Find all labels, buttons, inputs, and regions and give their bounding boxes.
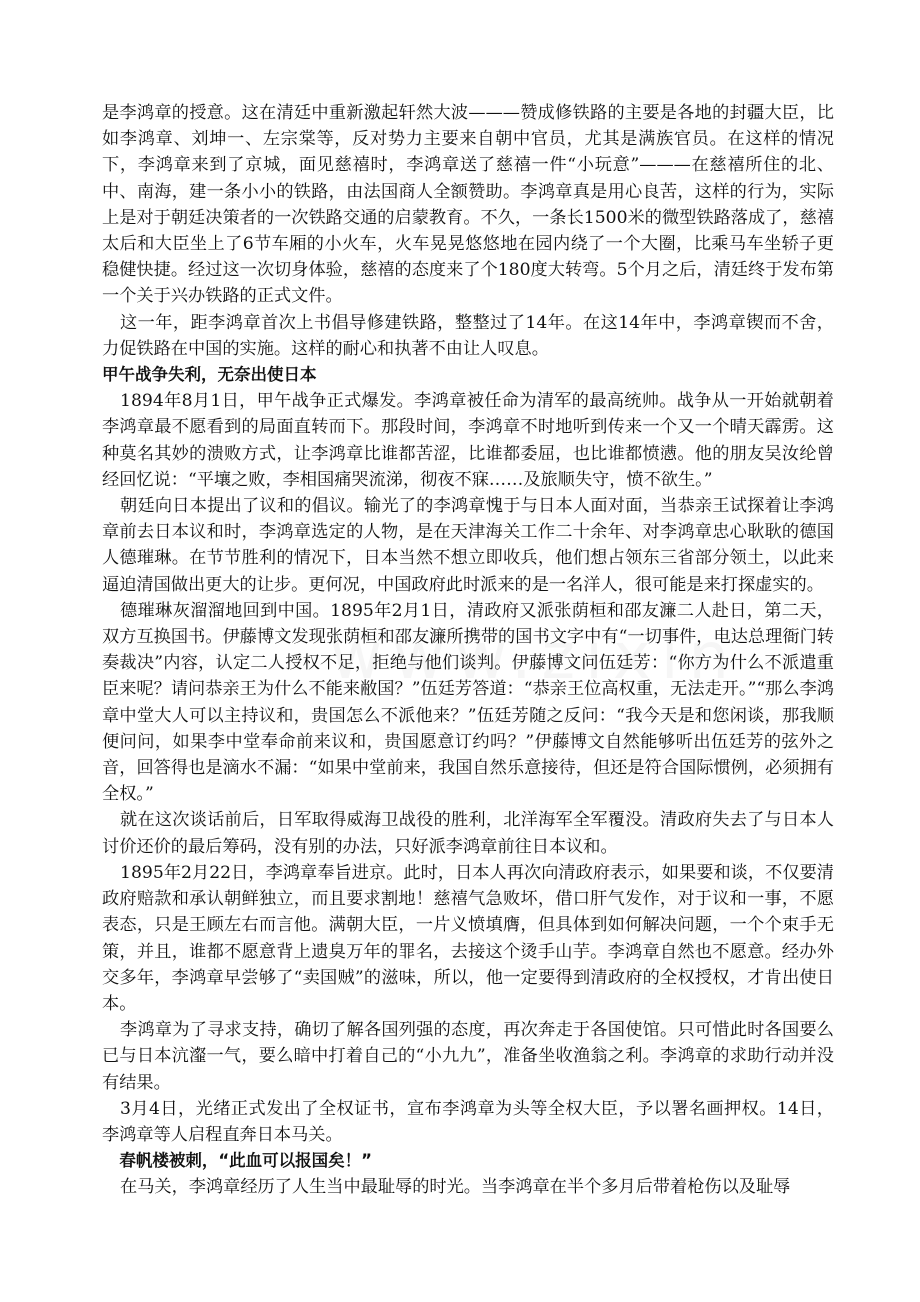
paragraph: 这一年，距李鸿章首次上书倡导修建铁路，整整过了14年。在这14年中，李鸿章锲而不舍，力促铁路在中国的实施。这样的耐心和执著不由让人叹息。 [102, 312, 834, 359]
section-heading: 甲午战争失利，无奈出使日本 [102, 365, 317, 385]
paragraph: 德璀琳灰溜溜地回到中国。1895年2月1日，清政府又派张荫桓和邵友濂二人赴日，第二天，双方互换国书。伊藤博文发现张荫桓和邵友濂所携带的国书文字中有“一切事件，电达总理衙门转奏裁决”内容，认定二人授权不足，拒绝与他们谈判。伊藤博文问伍廷芳：“你方为什么不派遣重臣来呢？请问恭亲王为什么不能来敝国？”伍廷芳答道：“恭亲王位高权重，无法走开。”“那么李鸿章中堂大人可以主持议和，贵国怎么不派他来？”伍廷芳随之反问：“我今天是和您闲谈，那我顺便问问，如果李中堂奉命前来议和，贵国愿意订约吗？”伊藤博文自然能够听出伍廷芳的弦外之音，回答得也是滴水不漏：“如果中堂前来，我国自然乐意接待，但还是符合国际惯例，必须拥有全权。” [102, 600, 834, 805]
paragraph: 1894年8月1日，甲午战争正式爆发。李鸿章被任命为清军的最高统帅。战争从一开始就朝着李鸿章最不愿看到的局面直转而下。那段时间，李鸿章不时地听到传来一个又一个晴天霹雳。这种莫名其妙的溃败方式，让李鸿章比谁都苦涩，比谁都委屈，也比谁都愤懑。他的朋友吴汝纶曾经回忆说：“平壤之败，李相国痛哭流涕，彻夜不寐……及旅顺失守，愤不欲生。” [102, 391, 834, 490]
paragraph: 在马关，李鸿章经历了人生当中最耻辱的时光。当李鸿章在半个多月后带着枪伤以及耻辱 [120, 1177, 791, 1198]
document-page [102, 100, 834, 1201]
paragraph: 李鸿章为了寻求支持，确切了解各国列强的态度，再次奔走于各国使馆。只可惜此时各国要么已与日本沆瀣一气，要么暗中打着自己的“小九九”，准备坐收渔翁之利。李鸿章的求助行动并没有结果。 [102, 1020, 834, 1093]
paragraph: 就在这次谈话前后，日军取得威海卫战役的胜利，北洋海军全军覆没。清政府失去了与日本人讨价还价的最后筹码，没有别的办法，只好派李鸿章前往日本议和。 [102, 810, 834, 857]
section-heading: 春帆楼被刺，“此血可以报国矣！” [119, 1151, 373, 1171]
paragraph: 朝廷向日本提出了议和的倡议。输光了的李鸿章愧于与日本人面对面，当恭亲王试探着让李鸿章前去日本议和时，李鸿章选定的人物，是在天津海关工作二十余年、对李鸿章忠心耿耿的德国人德璀琳。在节节胜利的情况下，日本当然不想立即收兵，他们想占领东三省部分领土，以此来逼迫清国做出更大的让步。更何况，中国政府此时派来的是一名洋人，很可能是来打探虚实的。 [102, 496, 834, 595]
paragraph: 1895年2月22日，李鸿章奉旨进京。此时，日本人再次向清政府表示，如果要和谈，不仅要清政府赔款和承认朝鲜独立，而且要求割地！慈禧气急败坏，借口肝气发作，对于议和一事，不愿表态，只是王顾左右而言他。满朝大臣，一片义愤填膺，但具体到如何解决问题，一个个束手无策，并且，谁都不愿意背上遗臭万年的罪名，去接这个烫手山芋。李鸿章自然也不愿意。经办外交多年，李鸿章早尝够了“卖国贼”的滋味，所以，他一定要得到清政府的全权授权，才肯出使日本。 [102, 862, 834, 1014]
paragraph: 3月4日，光绪正式发出了全权证书，宣布李鸿章为头等全权大臣，予以署名画押权。14日，李鸿章等人启程直奔日本马关。 [102, 1098, 834, 1145]
paragraph: 是李鸿章的授意。这在清廷中重新激起轩然大波———赞成修铁路的主要是各地的封疆大臣，比如李鸿章、刘坤一、左宗棠等，反对势力主要来自朝中官员，尤其是满族官员。在这样的情况下，李鸿章来到了京城，面见慈禧时，李鸿章送了慈禧一件“小玩意”———在慈禧所住的北、中、南海，建一条小小的铁路，由法国商人全额赞助。李鸿章真是用心良苦，这样的行为，实际上是对于朝廷决策者的一次铁路交通的启蒙教育。不久，一条长1500米的微型铁路落成了，慈禧太后和大臣坐上了6节车厢的小火车，火车晃晃悠悠地在园内绕了一个大圈，比乘马车坐轿子更稳健快捷。经过这一次切身体验，慈禧的态度来了个180度大转弯。5个月之后，清廷终于发布第一个关于兴办铁路的正式文件。 [102, 103, 834, 307]
